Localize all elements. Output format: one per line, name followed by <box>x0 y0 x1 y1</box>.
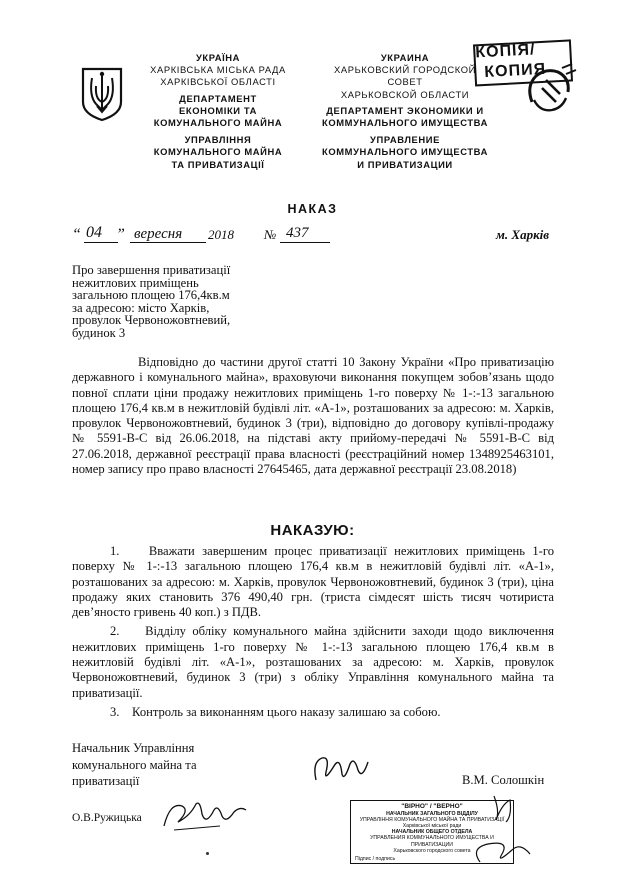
order-number: 437 <box>286 225 309 241</box>
open-quote: “ <box>72 226 81 243</box>
number-sign: № <box>264 227 277 242</box>
header-right-line: ХАРЬКОВСКИЙ ГОРОДСКОЙ <box>334 64 476 76</box>
header-right-line: ДЕПАРТАМЕНТ ЭКОНОМИКИ И <box>326 104 484 116</box>
stamp-line: Підпис / подпись <box>355 855 396 862</box>
header-left-line: УКРАЇНА <box>195 52 241 63</box>
header-left-line: КОМУНАЛЬНОГО МАЙНА <box>153 117 283 129</box>
order-item <box>72 624 554 700</box>
signatory-title-line: Начальник Управління <box>72 741 195 755</box>
order-item-number: 1. <box>110 544 120 558</box>
order-item-number: 2. <box>110 624 120 639</box>
close-quote: ” <box>116 226 125 243</box>
signatory-title-line: приватизації <box>72 774 140 788</box>
signature-mark <box>310 752 370 786</box>
subject-block <box>72 264 332 340</box>
stamp-line: Харьковского городского совета <box>393 847 471 854</box>
subject-line: нежитлових приміщень <box>72 275 199 290</box>
header-left-line: ДЕПАРТАМЕНТ <box>179 92 257 104</box>
subject-line: Про завершення приватизації <box>72 263 231 277</box>
preamble-text: Відповідно до частини другої статті 10 Закону України «Про приватизацію державного і комунального майна», враховуючи виконання покупцем зобов’язань щодо повної сплати ціни продажу нежитлових приміщень 1-го поверху № 1-:-13 загальною площею 176,4 кв.м в нежитловій будівлі літ. «А-1», розташованих за адресою: м. Харків, провулок Червоножовтневий, будинок 3 (три), відповідно до договору купівлі-продажу № 5591-В-С від 26.06.2018, на підставі акту прийому-передачі № 5591-В-С від 27.06.2018, державної реєстрації права власності (реєстраційний номер 1348925463101, номер запису про право власності 27645465, дата державної реєстрації 23.08.2018) <box>72 355 554 477</box>
date-line <box>72 226 572 248</box>
date-day: 04 <box>86 224 102 241</box>
header-right-line: УПРАВЛЕНИЕ <box>370 134 440 146</box>
signatory-name: В.М. Солошкін <box>462 773 545 787</box>
header-left-line: УПРАВЛІННЯ <box>184 134 252 146</box>
stamp-signature <box>440 792 540 868</box>
order-heading: НАКАЗУЮ: <box>270 522 355 539</box>
order-item-number: 3. <box>110 704 120 719</box>
stamp-line: УПРАВЛЕНИЯ КОММУНАЛЬНОГО ИМУЩЕСТВА И ПРИВАТИЗАЦИИ <box>370 835 494 848</box>
header-right-line: КОММУНАЛЬНОГО ИМУЩЕСТВА <box>322 117 488 129</box>
page-mark <box>206 852 209 855</box>
document-title: НАКАЗ <box>287 202 338 216</box>
order-items <box>72 544 554 724</box>
stamp-line: Харківської міської ради <box>402 822 462 829</box>
order-item <box>72 544 554 620</box>
subject-line: за адресою: місто Харків, <box>72 300 210 315</box>
header-left <box>118 52 318 171</box>
header-left-line: ЕКОНОМІКИ ТА <box>179 104 257 116</box>
header-right-line: И ПРИВАТИЗАЦИИ <box>357 158 453 170</box>
header-right-line: СОВЕТ <box>387 76 423 88</box>
stamp-line: НАЧАЛЬНИК ЗАГАЛЬНОГО ВІДДІЛУ <box>386 810 478 817</box>
stamp-line: УПРАВЛІННЯ КОМУНАЛЬНОГО МАЙНА ТА ПРИВАТИЗАЦІЇ <box>359 816 505 823</box>
subject-line: будинок 3 <box>72 325 126 340</box>
date-month: вересня <box>134 226 183 242</box>
subject-line: загальною площею 176,4кв.м <box>72 288 230 303</box>
place: м. Харків <box>496 227 550 242</box>
subject-line: провулок Червоножовтневий, <box>72 313 231 328</box>
signatory-title <box>72 740 197 790</box>
order-item <box>72 705 554 720</box>
copy-stamp <box>469 37 575 88</box>
executor-signature <box>160 796 250 836</box>
header-right-line: КОММУНАЛЬНОГО ИМУЩЕСТВА <box>322 146 488 158</box>
number-underline <box>280 242 330 243</box>
header-left-line: КОМУНАЛЬНОГО МАЙНА <box>153 146 283 158</box>
date-year: 2018 <box>208 227 234 242</box>
order-item-text: Контроль за виконанням цього наказу залишаю за собою. <box>132 704 441 719</box>
preamble <box>72 355 554 477</box>
header-right-line: УКРАИНА <box>380 52 430 63</box>
signatory-title-line: комунального майна та <box>72 757 197 772</box>
header-left-line: ТА ПРИВАТИЗАЦІЇ <box>171 158 265 170</box>
order-item-text: Відділу обліку комунального майна здійснити заходи щодо виключення нежитлових приміщень 1-го поверху № 1-:-13 загальною площею 176,4 кв.м в нежитловій будівлі літ. «А-1», розташованих за адресою: м. Харків, провулок Червоножовтневий, будинок 3 (три) з обліку Управління комунального майна та приватизації. <box>72 624 554 700</box>
month-underline <box>130 242 206 243</box>
order-item-text: Вважати завершеним процес приватизації нежитлових приміщень 1-го поверху № 1-:-13 загальною площею 176,4 кв.м в нежитловій будівлі літ. «А-1», розташованих за адресою: м. Харків, провулок Червоножовтневий, будинок 3 (три), ціна продажу яких становить 376 490,40 грн. (триста сімдесят шість тисяч чотириста дев’яносто гривень 40 коп.) з ПДВ. <box>72 544 554 620</box>
copy-stamp-line1: КОПІЯ/ <box>474 41 536 62</box>
header-left-line: ХАРКІВСЬКОЇ ОБЛАСТІ <box>160 76 276 88</box>
header-left-line: ХАРКІВСЬКА МІСЬКА РАДА <box>150 64 286 76</box>
day-underline <box>84 242 118 243</box>
header-right-line: ХАРЬКОВСКОЙ ОБЛАСТИ <box>340 88 470 100</box>
stamp-line: НАЧАЛЬНИК ОБЩЕГО ОТДЕЛА <box>391 829 473 836</box>
stamp-line: "ВІРНО" / "ВЕРНО" <box>401 803 463 810</box>
executor-name: О.В.Ружицька <box>72 812 142 824</box>
copy-stamp-line2: КОПИЯ <box>483 60 547 81</box>
